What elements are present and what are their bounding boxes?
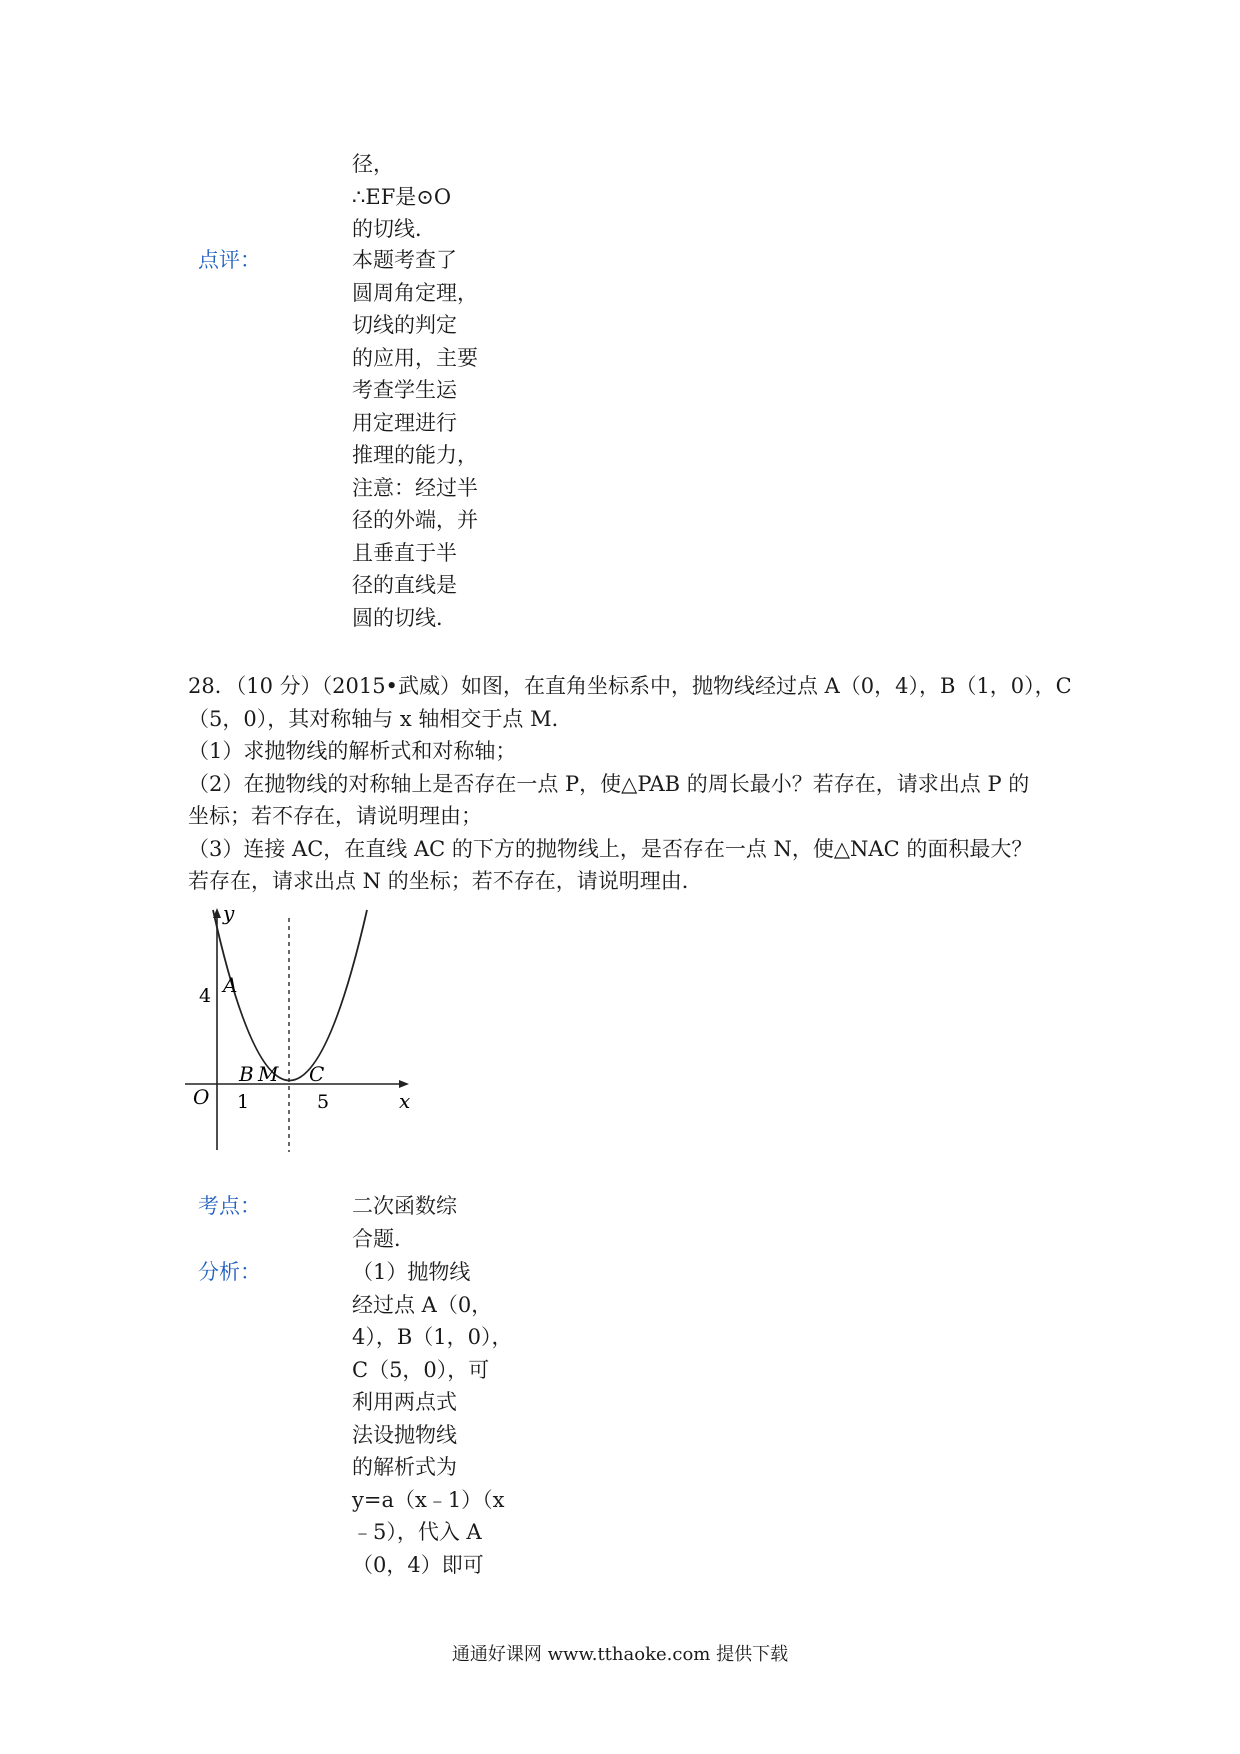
- text-line: ﹣5），代入 A: [352, 1520, 482, 1544]
- x-axis-label: x: [399, 1089, 411, 1113]
- problem-line: 28．（10 分）（2015•武威）如图，在直角坐标系中，抛物线经过点 A（0，4），B（1，0），C: [188, 674, 1072, 698]
- tick-1-label: 1: [237, 1091, 250, 1113]
- solution-continuation: [352, 148, 492, 246]
- text-line: （1）抛物线: [352, 1260, 471, 1284]
- text-line: C（5，0），可: [352, 1357, 490, 1382]
- y-axis-label: y: [223, 901, 235, 925]
- text-line: 二次函数综: [352, 1194, 457, 1218]
- text-line: 考查学生运: [352, 378, 457, 402]
- parabola-figure: [185, 900, 415, 1155]
- problem-statement: [188, 670, 1072, 898]
- problem-line: （5，0），其对称轴与 x 轴相交于点 M．: [188, 706, 573, 731]
- tick-5-label: 5: [317, 1091, 330, 1113]
- text-line: 4），B（1，0），: [352, 1325, 513, 1349]
- point-c-label: C: [309, 1062, 325, 1086]
- problem-line: 若存在，请求出点 N 的坐标；若不存在，请说明理由．: [188, 869, 703, 893]
- problem-line: （2）在抛物线的对称轴上是否存在一点 P，使△PAB 的周长最小？若存在，请求出点 P 的: [188, 771, 1030, 796]
- fenxi-label: 分析：: [198, 1260, 261, 1284]
- review-text: [352, 244, 492, 634]
- text-line: y=a（x﹣1）（x: [352, 1487, 505, 1512]
- text-line: 径的直线是: [352, 573, 457, 597]
- text-line: 本题考查了: [352, 248, 457, 272]
- text-line: 的应用，主要: [352, 345, 478, 370]
- kaodian-label: 考点：: [198, 1194, 261, 1218]
- text-line: 且垂直于半: [352, 540, 457, 565]
- text-line: 圆的切线．: [352, 605, 457, 630]
- text-line: 注意：经过半: [352, 475, 478, 500]
- x-axis-arrow: [399, 1080, 409, 1088]
- text-line: 径，: [352, 152, 394, 176]
- text-line: 经过点 A（0，: [352, 1292, 493, 1317]
- review-label: 点评：: [198, 248, 261, 272]
- problem-line: （3）连接 AC，在直线 AC 的下方的抛物线上，是否存在一点 N，使△NAC 的面积最大？: [188, 836, 1033, 861]
- kaodian-text: [352, 1190, 492, 1255]
- text-line: 法设抛物线: [352, 1422, 457, 1447]
- text-line: 用定理进行: [352, 410, 457, 435]
- point-b-label: B: [239, 1062, 254, 1086]
- tick-4-label: 4: [199, 985, 212, 1007]
- text-line: 的解析式为: [352, 1455, 457, 1479]
- text-line: 径的外端，并: [352, 508, 478, 532]
- text-line: 切线的判定: [352, 313, 457, 337]
- text-line: ∴EF是⊙O: [352, 184, 452, 209]
- problem-line: （1）求抛物线的解析式和对称轴；: [188, 739, 517, 763]
- fenxi-text: [352, 1256, 513, 1581]
- problem-line: 坐标；若不存在，请说明理由；: [188, 804, 482, 828]
- point-m-label: M: [258, 1062, 279, 1086]
- origin-label: O: [193, 1085, 210, 1109]
- text-line: 的切线．: [352, 217, 436, 241]
- page-footer: 通通好课网 www.tthaoke.com 提供下载: [451, 1644, 789, 1665]
- text-line: 推理的能力，: [352, 443, 478, 467]
- text-line: （0，4）即可: [352, 1552, 484, 1577]
- point-a-label: A: [223, 973, 238, 997]
- text-line: 合题．: [352, 1226, 415, 1251]
- text-line: 利用两点式: [352, 1390, 457, 1414]
- text-line: 圆周角定理，: [352, 280, 478, 305]
